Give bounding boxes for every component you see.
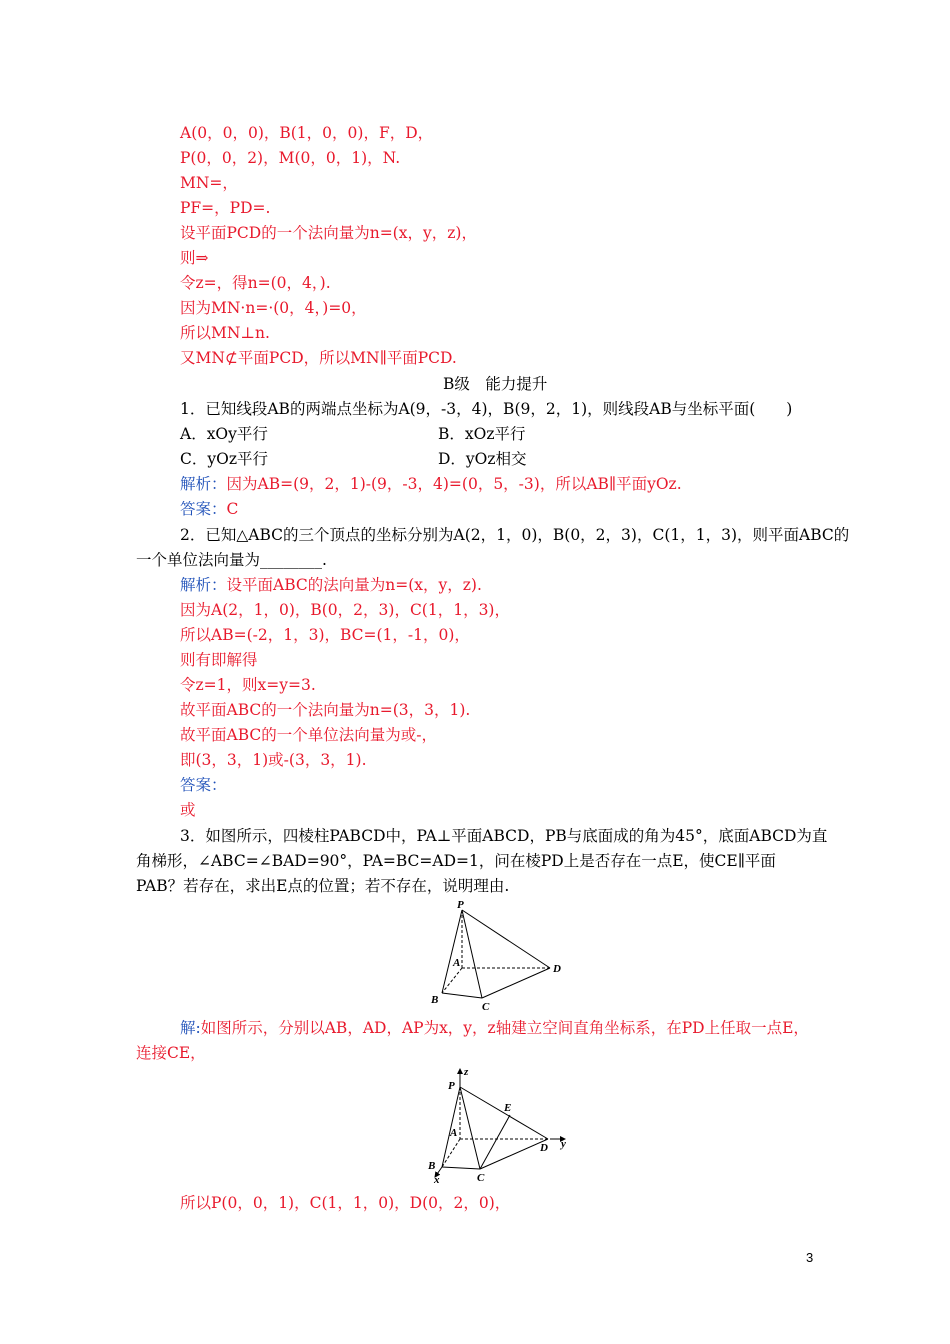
analysis-line: 故平面ABC的一个单位法向量为或-， [180, 726, 437, 744]
analysis-line: 令z=1，则x=y=3. [180, 676, 316, 694]
option-d: D．yOz相交 [438, 450, 527, 468]
analysis-line: 则有即解得 [180, 651, 258, 669]
solution-line: 所以MN⊥n. [180, 324, 270, 342]
pyramid-figure [420, 898, 570, 1013]
vertex-label-d: D [540, 1142, 548, 1154]
question-3-stem-cont: PAB？若存在，求出E点的位置；若不存在，说明理由. [136, 877, 510, 895]
section-heading: B级 能力提升 [443, 375, 548, 393]
option-c: C．yOz平行 [180, 450, 268, 468]
answer-label: 答案： [180, 500, 227, 518]
answer-text: 或 [180, 801, 196, 819]
axis-label-y: y [561, 1138, 566, 1150]
vertex-label-p: P [457, 899, 464, 911]
analysis-line [180, 474, 682, 494]
solution-line: PF=，PD=. [180, 199, 271, 217]
solution-line: 因为MN·n=·(0，4，)=0， [180, 299, 367, 317]
solution-line: P(0，0，2)，M(0，0，1)，N. [180, 149, 401, 167]
question-3-stem: 3．如图所示，四棱柱PABCD中，PA⊥平面ABCD，PB与底面成的角为45°，底面ABCD为直 [180, 827, 828, 845]
solution-line [180, 1018, 809, 1038]
solution-line: 设平面PCD的一个法向量为n=(x，y，z)， [180, 224, 477, 242]
solution-line: 令z=，得n=(0，4，). [180, 274, 331, 292]
coordinate-pyramid-figure [420, 1065, 580, 1185]
question-2-stem-cont: 一个单位法向量为________. [136, 551, 327, 569]
vertex-label-c: C [477, 1172, 485, 1184]
analysis-line [180, 575, 482, 595]
solution-line: 所以P(0，0，1)，C(1，1，0)，D(0，2，0)， [180, 1194, 511, 1212]
vertex-label-a: A [453, 957, 461, 969]
solution-line: 又MN⊄平面PCD，所以MN∥平面PCD. [180, 349, 457, 367]
solution-line: A(0，0，0)，B(1，0，0)，F，D， [180, 124, 434, 142]
solution-text: 如图所示，分别以AB，AD，AP为x，y，z轴建立空间直角坐标系，在PD上任取一点E， [200, 1019, 809, 1037]
analysis-line: 所以AB=(-2，1，3)，BC=(1，-1，0)， [180, 626, 470, 644]
question-2-stem: 2．已知△ABC的三个顶点的坐标分别为A(2，1，0)，B(0，2，3)，C(1，1，3)，则平面ABC的 [180, 526, 850, 544]
analysis-label: 解析： [180, 576, 227, 594]
analysis-line: 因为A(2，1，0)，B(0，2，3)，C(1，1，3)， [180, 601, 510, 619]
page-number: 3 [806, 1250, 814, 1265]
analysis-line: 即(3，3，1)或-(3，3，1). [180, 751, 367, 769]
vertex-label-b: B [431, 994, 439, 1006]
vertex-label-c: C [482, 1001, 490, 1013]
answer-line [180, 499, 238, 519]
option-b: B．xOz平行 [438, 425, 526, 443]
analysis-text: 设平面ABC的法向量为n=(x，y，z). [226, 576, 482, 594]
solution-line: 连接CE， [136, 1044, 206, 1062]
question-1-stem: 1．已知线段AB的两端点坐标为A(9，-3，4)，B(9，2，1)，则线段AB与坐标平面( ) [180, 400, 793, 418]
analysis-label: 解析： [180, 475, 227, 493]
axis-label-x: x [434, 1174, 440, 1185]
answer-label: 答案： [180, 776, 227, 794]
vertex-label-a: A [450, 1127, 458, 1139]
analysis-text: 因为AB=(9，2，1)-(9，-3，4)=(0，5，-3)，所以AB∥平面yOz. [226, 475, 682, 493]
vertex-label-p: P [448, 1080, 455, 1092]
vertex-label-b: B [428, 1160, 436, 1172]
solution-label: 解: [180, 1019, 201, 1037]
answer-text: C [226, 500, 239, 518]
solution-line: MN=， [180, 174, 238, 192]
option-a: A．xOy平行 [180, 425, 268, 443]
vertex-label-d: D [553, 963, 561, 975]
point-label-e: E [504, 1102, 512, 1114]
question-3-stem-cont: 角梯形，∠ABC=∠BAD=90°，PA=BC=AD=1，问在棱PD上是否存在一点E，使CE∥平面 [136, 852, 776, 870]
solution-line: 则⇒ [180, 249, 209, 267]
analysis-line: 故平面ABC的一个法向量为n=(3，3，1). [180, 701, 471, 719]
axis-label-z: z [464, 1066, 469, 1078]
